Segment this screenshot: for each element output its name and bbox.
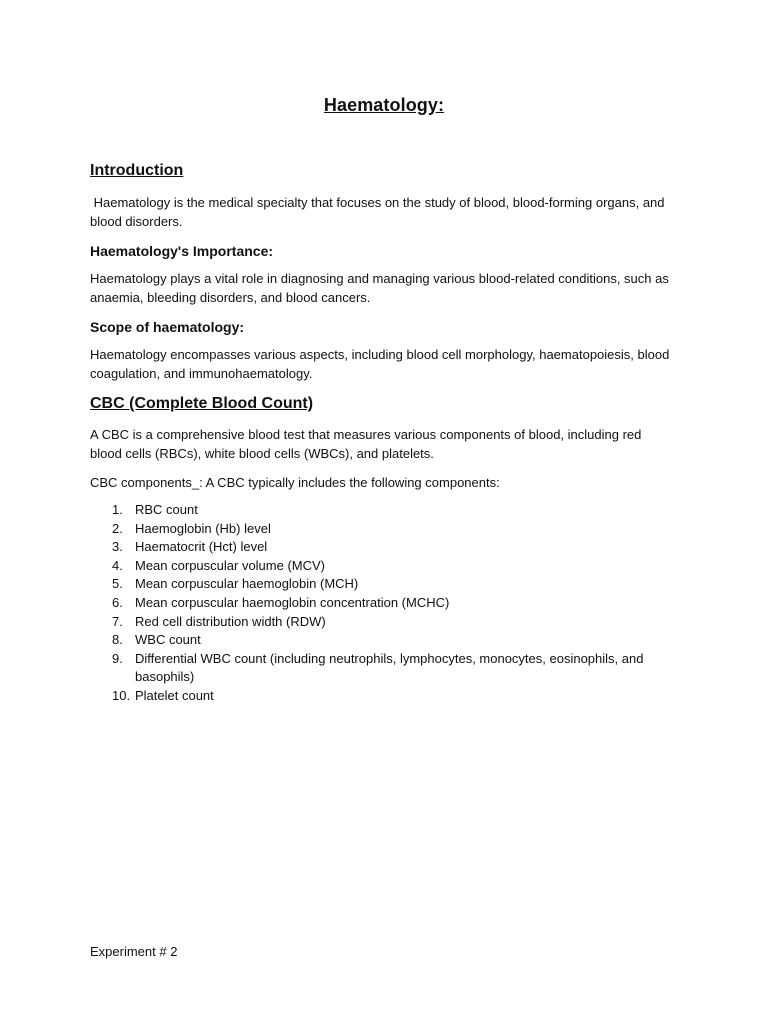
- list-item: [90, 520, 675, 539]
- list-item: [90, 631, 675, 650]
- list-item-text: Mean corpuscular haemoglobin (MCH): [135, 576, 359, 592]
- list-item-text: Haematocrit (Hct) level: [135, 539, 268, 555]
- scope-text: Haematology encompasses various aspects, including blood cell morphology, haematopoiesis, blood coagulation, and immunohaematology.: [90, 347, 670, 381]
- list-item: [90, 575, 675, 594]
- document-body: [90, 160, 675, 706]
- list-item-text: Differential WBC count (including neutrophils, lymphocytes, monocytes, eosinophils, and basophils): [135, 650, 644, 685]
- list-item-number: 4.: [112, 557, 123, 573]
- list-item-number: 10.: [112, 687, 131, 703]
- list-item-text: Mean corpuscular volume (MCV): [135, 557, 326, 573]
- cbc-heading: CBC (Complete Blood Count): [90, 395, 314, 412]
- importance-text: Haematology plays a vital role in diagnosing and managing various blood-related conditions, such as anaemia, bleeding disorders, and blood cancers.: [90, 271, 669, 305]
- list-item-number: 5.: [112, 576, 123, 592]
- list-item-text: Mean corpuscular haemoglobin concentration (MCHC): [135, 594, 450, 610]
- list-item: [90, 650, 675, 687]
- document-title: Haematology:: [323, 95, 445, 115]
- cbc-text: A CBC is a comprehensive blood test that measures various components of blood, including red blood cells (RBCs), white blood cells (WBCs), and platelets.: [90, 427, 642, 461]
- list-item: [90, 594, 675, 613]
- list-item-text: RBC count: [135, 502, 198, 517]
- list-item: [90, 687, 675, 706]
- list-item-text: Platelet count: [135, 687, 214, 703]
- importance-heading: Haematology's Importance:: [90, 243, 274, 259]
- list-item-text: Haemoglobin (Hb) level: [135, 520, 271, 536]
- list-item-number: 7.: [112, 613, 123, 629]
- scope-heading: Scope of haematology:: [90, 319, 245, 335]
- cbc-components-list: [90, 501, 675, 706]
- introduction-text: Haematology is the medical specialty that focuses on the study of blood, blood-forming organs, and blood disorders.: [90, 195, 669, 229]
- list-item: [90, 501, 675, 520]
- list-item: [90, 557, 675, 576]
- list-item-number: 3.: [112, 539, 123, 555]
- list-item-number: 1.: [112, 502, 123, 517]
- list-item: [90, 613, 675, 632]
- cbc-components-intro: CBC components_: A CBC typically includes the following components:: [90, 475, 500, 490]
- introduction-heading: Introduction: [90, 162, 184, 179]
- list-item-text: WBC count: [135, 632, 201, 648]
- list-item: [90, 538, 675, 557]
- list-item-text: Red cell distribution width (RDW): [135, 613, 326, 629]
- page-footer: Experiment # 2: [90, 944, 178, 959]
- list-item-number: 9.: [112, 650, 123, 666]
- list-item-number: 6.: [112, 594, 123, 610]
- list-item-number: 2.: [112, 520, 123, 536]
- list-item-number: 8.: [112, 632, 123, 648]
